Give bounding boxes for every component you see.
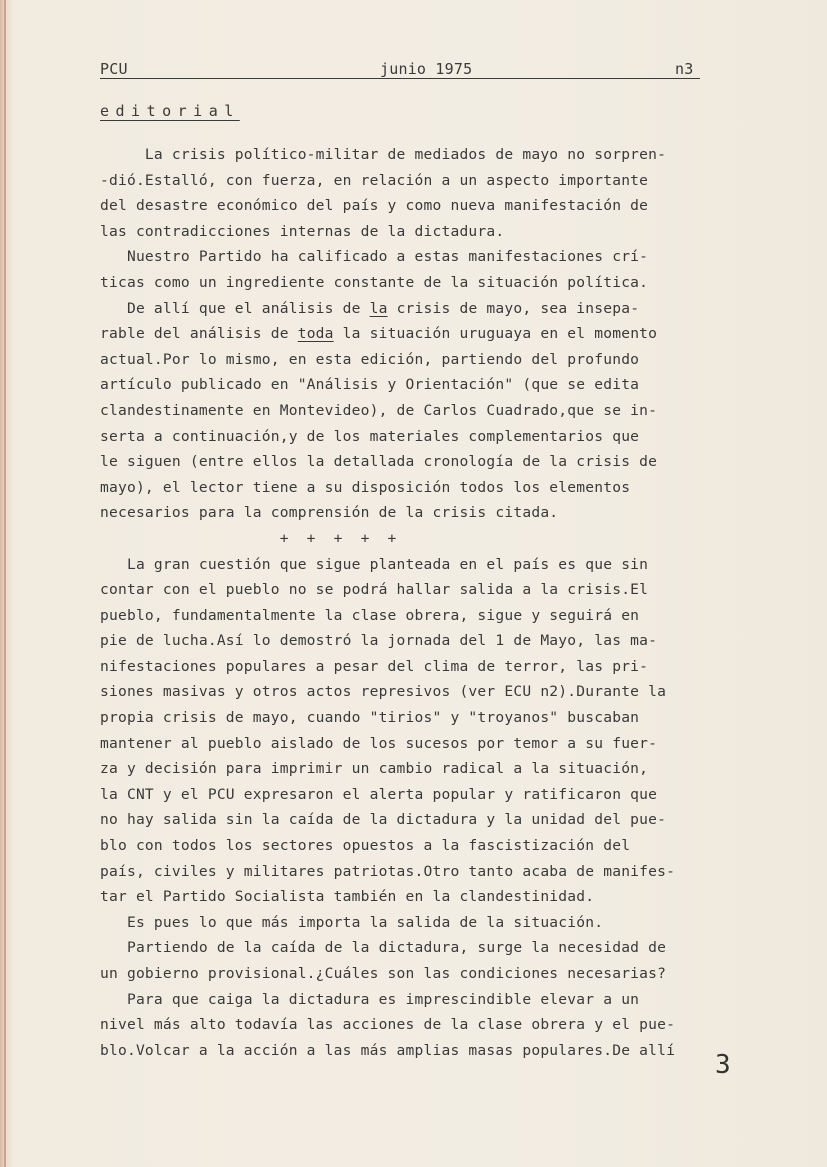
text-line: necesarios para la comprensión de la crisis citada. [100,504,559,522]
text-line: artículo publicado en "Análisis y Orientación" (que se edita [100,376,640,394]
text-line: ticas como un ingrediente constante de la situación política. [100,273,649,291]
text-line: De allí que el análisis de la crisis de mayo, sea insepa- [100,299,640,317]
text-line: país, civiles y militares patriotas.Otro tanto acaba de manifes- [100,862,676,880]
text-line: del desastre económico del país y como nueva manifestación de [100,197,649,215]
text-line: pie de lucha.Así lo demostró la jornada del 1 de Mayo, las ma- [100,632,658,650]
text-line: serta a continuación,y de los materiales complementarios que [100,427,640,445]
text-line: nifestaciones populares a pesar del clima de terror, las pri- [100,657,649,675]
text-line: pueblo, fundamentalmente la clase obrera, sigue y seguirá en [100,606,640,624]
text-line: clandestinamente en Montevideo), de Carlos Cuadrado,que se in- [100,401,658,419]
text-line: contar con el pueblo no se podrá hallar salida a la crisis.El [100,581,649,599]
text-line: blo con todos los sectores opuestos a la fascistización del [100,837,631,855]
header-publication: PCU [100,60,128,78]
text-line: le siguen (entre ellos la detallada cronología de la crisis de [100,453,658,471]
text-line: siones masivas y otros actos represivos (ver ECU n2).Durante la [100,683,667,701]
section-title: editorial [100,102,240,120]
text-line: nivel más alto todavía las acciones de la clase obrera y el pue- [100,1016,676,1034]
binding-edge [4,0,6,1167]
text-line: rable del análisis de toda la situación uruguaya en el momento [100,325,658,343]
text-line: + + + + + [100,529,397,547]
text-line: actual.Por lo mismo, en esta edición, partiendo del profundo [100,350,640,368]
header-underline [100,78,700,79]
text-line: Para que caiga la dictadura es imprescindible elevar a un [100,990,640,1008]
text-line: La crisis político-militar de mediados de mayo no sorpren- [100,146,667,163]
header-issue-number: n3 [675,60,694,78]
text-line: mayo), el lector tiene a su disposición todos los elementos [100,478,631,496]
header-date: junio 1975 [380,60,473,78]
text-line: za y decisión para imprimir un cambio radical a la situación, [100,760,649,778]
text-line: -dió.Estalló, con fuerza, en relación a un aspecto importante [100,171,649,189]
text-line: propia crisis de mayo, cuando "tirios" y "troyanos" buscaban [100,709,640,727]
text-line: blo.Volcar a la acción a las más amplias masas populares.De allí [100,1041,676,1059]
text-line: mantener al pueblo aislado de los sucesos por temor a su fuer- [100,734,658,752]
page-number: 3 [715,1050,731,1080]
text-line: tar el Partido Socialista también en la clandestinidad. [100,888,595,906]
text-line: la CNT y el PCU expresaron el alerta popular y ratificaron que [100,785,658,803]
text-line: Es pues lo que más importa la salida de la situación. [100,913,604,931]
text-line: La gran cuestión que sigue planteada en el país es que sin [100,555,649,573]
editorial-body [100,142,760,1063]
text-line: Partiendo de la caída de la dictadura, surge la necesidad de [100,939,667,957]
text-line: Nuestro Partido ha calificado a estas manifestaciones crí- [100,248,649,266]
text-line: no hay salida sin la caída de la dictadura y la unidad del pue- [100,811,667,829]
text-line: las contradicciones internas de la dictadura. [100,222,505,240]
text-line: un gobierno provisional.¿Cuáles son las condiciones necesarias? [100,965,667,982]
